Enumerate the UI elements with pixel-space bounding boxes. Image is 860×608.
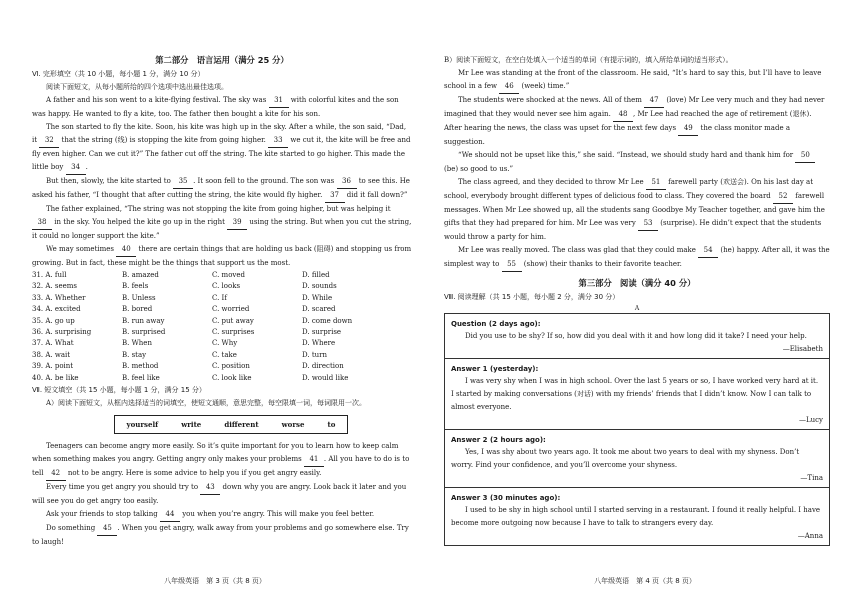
blank-33[interactable]: 33: [268, 134, 288, 148]
option-row: [32, 361, 412, 372]
option[interactable]: 35. A. go up: [32, 316, 75, 325]
page-4: [430, 0, 860, 608]
paragraph: [444, 67, 830, 94]
box-signature: —Tina: [800, 474, 823, 482]
option[interactable]: 38. A. wait: [32, 350, 71, 359]
blank-49[interactable]: 49: [678, 122, 698, 136]
box-text: I was very shy when I was in high school. Over the last 5 years or so, I have worked very hard at it. I started by making conversations (对话) with my friends’ friends that I didn’t know. Now I can talk to almost everyone.: [451, 377, 819, 411]
text-run: . All you have to do is to tell: [32, 455, 410, 478]
blank-34[interactable]: 34: [66, 161, 86, 175]
text-run: (show) their thanks to their favorite teacher.: [521, 260, 682, 268]
paragraph: [32, 522, 412, 549]
option[interactable]: D. filled: [302, 271, 330, 279]
box-text: I used to be shy in high school until I started serving in a restaurant. I found it really helpful. I have become more outgoing now because I have to talk to strangers every day.: [451, 506, 821, 527]
text-run: But then, slowly, the kite started to: [46, 177, 174, 185]
text-run: Mr Lee was really moved. The class was glad that they could make: [458, 246, 699, 254]
option[interactable]: D. scared: [302, 305, 336, 314]
blank-44[interactable]: 44: [160, 508, 180, 522]
part-3-title: 第三部分 阅读（满分 40 分）: [578, 278, 696, 288]
option-row: [32, 350, 412, 361]
option[interactable]: C. moved: [212, 271, 245, 279]
paragraph: [32, 243, 412, 270]
section-a-passage: [32, 440, 412, 549]
blank-48[interactable]: 48: [613, 108, 633, 122]
option[interactable]: C. position: [212, 362, 250, 371]
blank-45[interactable]: 45: [97, 522, 117, 536]
text-run: Teenagers can become angry more easily. So it’s quite important for you to learn how to keep calm when something makes you angry. Getting angry only makes your problems: [32, 442, 399, 464]
option-row: [32, 316, 412, 327]
answer-box: [444, 487, 830, 546]
blank-32[interactable]: 32: [39, 134, 59, 148]
option[interactable]: C. look like: [212, 373, 252, 382]
text-run: “We should not be upset like this,” she said. “Instead, we should study hard and thank him for: [458, 151, 796, 159]
blank-54[interactable]: 54: [698, 244, 718, 258]
box-title: Question (2 days ago):: [451, 320, 541, 328]
option[interactable]: C. If: [212, 293, 227, 302]
option[interactable]: C. put away: [212, 316, 254, 325]
option[interactable]: B. amazed: [122, 271, 159, 279]
option[interactable]: B. feel like: [122, 373, 160, 382]
option[interactable]: C. surprises: [212, 328, 255, 337]
text-run: We may sometimes: [46, 245, 117, 253]
word-box-item: write: [181, 420, 202, 430]
text-run: we cut it, the kite will be free and fly even higher. Can we cut it?” The father cut off the string. The kite started to go higher. This made the little boy: [32, 136, 411, 171]
blank-40[interactable]: 40: [116, 243, 136, 257]
option[interactable]: 34. A. excited: [32, 305, 81, 314]
text-run: (be) so good to us.”: [444, 165, 514, 173]
text-run: Ask your friends to stop talking: [46, 510, 160, 519]
reading-label: A: [634, 305, 640, 312]
word-box-item: worse: [281, 420, 305, 430]
option[interactable]: 40. A. be like: [32, 373, 79, 382]
option[interactable]: D. sounds: [302, 282, 337, 291]
paragraph: [32, 508, 412, 522]
blank-51[interactable]: 51: [646, 176, 666, 190]
paragraph: [444, 244, 830, 272]
text-run: with colorful kites and the son was happy. He wanted to fly a kite, too. The father then bought a kite for his son.: [32, 96, 399, 118]
blank-38[interactable]: 38: [32, 216, 52, 230]
option[interactable]: B. When: [122, 339, 152, 348]
page-3-content: [32, 52, 412, 549]
page-4-footer: 八年级英语 第 4 页（共 8 页）: [594, 577, 696, 585]
section-a-instruction: A）阅读下面短文，从框内选择适当的词填空，使短文通顺，意思完整，每空限填一词，每词限用一次。: [46, 399, 367, 408]
option-row: [32, 373, 412, 384]
text-run: (surprise). He didn’t expect that the students would throw a party for him.: [444, 219, 822, 241]
paragraph: [444, 94, 830, 149]
paragraph: [32, 121, 412, 175]
blank-50[interactable]: 50: [795, 149, 815, 163]
question-box: [444, 313, 830, 358]
blank-39[interactable]: 39: [227, 216, 247, 230]
blank-55[interactable]: 55: [502, 258, 522, 272]
blank-35[interactable]: 35: [173, 175, 193, 189]
text-run: farewell party (欢送会). On his last day at school, everybody brought different types of delicious food to class. They covered the board: [444, 178, 814, 200]
blank-47[interactable]: 47: [644, 94, 664, 108]
option[interactable]: B. run away: [122, 316, 165, 325]
blank-36[interactable]: 36: [337, 175, 357, 189]
text-run: not to be angry. Here is some advice to help you if you get angry easily.: [65, 469, 322, 478]
option[interactable]: B. feels: [122, 282, 149, 291]
paragraph: [444, 149, 830, 176]
option[interactable]: B. Unless: [122, 293, 156, 302]
text-run: . It soon fell to the ground. The son was: [193, 177, 337, 185]
box-signature: —Anna: [797, 532, 823, 540]
option[interactable]: D. Where: [302, 339, 336, 348]
text-run: .: [85, 163, 88, 171]
option[interactable]: 37. A. What: [32, 339, 74, 348]
text-run: to see this. He asked his father, “I thought that after cutting the string, the kite would fly higher.: [32, 177, 410, 199]
page-4-content: [444, 54, 830, 546]
option[interactable]: 36. A. surprising: [32, 328, 92, 337]
option[interactable]: C. looks: [212, 282, 241, 291]
option[interactable]: C. take: [212, 350, 237, 359]
option[interactable]: B. bored: [122, 305, 153, 314]
option[interactable]: B. surprised: [122, 328, 166, 337]
option[interactable]: 33. A. Whether: [32, 293, 86, 302]
option[interactable]: 39. A. point: [32, 362, 74, 371]
page-3-footer: 八年级英语 第 3 页（共 8 页）: [164, 577, 266, 585]
blank-43[interactable]: 43: [200, 481, 220, 495]
option-row: [32, 281, 412, 292]
text-run: The father explained, “The string was not stopping the kite from going higher, but was helping it: [46, 205, 391, 213]
option-row: [32, 304, 412, 315]
text-run: there are certain things that are holding us back (阻碍) and stopping us from growing. But in fact, these might be the things that support us the most.: [32, 245, 412, 267]
box-signature: —Lucy: [798, 416, 823, 424]
blank-37[interactable]: 37: [325, 189, 345, 203]
paragraph: [32, 94, 412, 121]
blank-53[interactable]: 53: [638, 217, 658, 231]
text-run: The students were shocked at the news. All of them: [458, 96, 645, 104]
box-text: Did you use to be shy? If so, how did you deal with it and how long did it take? I need your help.: [465, 332, 807, 340]
section-b-passage: [444, 67, 830, 272]
paragraph: [32, 481, 412, 508]
paragraph: [32, 203, 412, 243]
box-title: Answer 2 (2 hours ago):: [451, 436, 546, 444]
box-signature: —Elisabeth: [782, 345, 823, 353]
text-run: the class monitor made a suggestion.: [444, 124, 790, 146]
box-title: Answer 1 (yesterday):: [451, 365, 539, 373]
option[interactable]: B. stay: [122, 350, 147, 359]
text-run: that the string (线) is stopping the kite from going higher.: [59, 136, 269, 144]
option[interactable]: D. direction: [302, 362, 344, 371]
option[interactable]: C. worried: [212, 305, 250, 314]
answer-box: [444, 358, 830, 429]
paragraph: [444, 176, 830, 244]
blank-31[interactable]: 31: [269, 94, 289, 108]
option-row: [32, 327, 412, 338]
option[interactable]: D. come down: [302, 316, 353, 325]
forum-boxes: [444, 313, 830, 546]
blank-52[interactable]: 52: [773, 190, 793, 204]
text-run: The son started to fly the kite. Soon, his kite was high up in the sky. After a while, the son said, “Dad, it: [32, 123, 407, 144]
blank-41[interactable]: 41: [304, 453, 324, 467]
text-run: using the string. But when you cut the string, it could no longer support the kite.”: [32, 218, 412, 240]
option[interactable]: D. turn: [302, 350, 327, 359]
cloze-passage: [32, 94, 412, 270]
section-b-instruction: B）阅读下面短文，在空白处填入一个适当的单词（有提示词的，填入所给单词的适当形式）。: [444, 56, 733, 64]
text-run: A father and his son went to a kite-flying festival. The sky was: [46, 96, 269, 104]
blank-46[interactable]: 46: [499, 80, 519, 94]
word-box-item: different: [224, 420, 259, 430]
text-run: Every time you get angry you should try to: [46, 483, 201, 492]
option[interactable]: D. would like: [302, 373, 349, 382]
text-run: , Mr Lee had reached the age of retirement (退休). After hearing the news, the class was upset for the next few days: [444, 110, 812, 132]
option-row: [32, 338, 412, 349]
option[interactable]: B. method: [122, 362, 159, 371]
option[interactable]: 31. A. full: [32, 271, 67, 279]
cloze-options: [32, 270, 412, 384]
text-run: farewell messages. When Mr Lee showed up, all the students sang Goodbye My Teacher together, and gave him the gifts that they had prepared for him. Mr Lee was very: [444, 192, 825, 227]
text-run: The class agreed, and they decided to throw Mr Lee: [458, 178, 646, 186]
option[interactable]: C. Why: [212, 339, 238, 348]
option-row: [32, 270, 412, 281]
paragraph: [32, 175, 412, 203]
word-box: [114, 415, 348, 434]
answer-box: [444, 429, 830, 487]
short-fill-heading: Ⅶ. 短文填空（共 15 小题，每小题 1 分，满分 15 分）: [32, 386, 206, 395]
text-run: Mr Lee was standing at the front of the classroom. He said, “It’s hard to say this, but I’ll have to leave school in a few: [444, 69, 822, 90]
text-run: (love) Mr Lee very much and they had never imagined that they would never see him again.: [444, 96, 825, 118]
word-box-item: to: [327, 420, 336, 430]
text-run: down why you are angry. Look back it later and you will see you do get angry too easily.: [32, 483, 407, 506]
cloze-instruction: 阅读下面短文，从每小题所给的四个选项中选出最佳选项。: [46, 83, 228, 91]
option[interactable]: D. surprise: [302, 328, 342, 337]
reading-heading: Ⅷ. 阅读理解（共 15 小题，每小题 2 分，满分 30 分）: [444, 293, 620, 301]
text-run: (week) time.”: [519, 82, 570, 90]
part-2-title: 第二部分 语言运用（满分 25 分）: [155, 55, 289, 65]
text-run: did it fall down?”: [344, 191, 408, 199]
blank-42[interactable]: 42: [46, 467, 66, 481]
text-run: . When you get angry, walk away from your problems and go somewhere else. Try to laugh!: [32, 524, 409, 547]
box-text: Yes, I was shy about two years ago. It took me about two years to deal with my shyness. Don’t worry. Find your confidence, and you’ll overcome your shyness.: [451, 448, 800, 469]
box-title: Answer 3 (30 minutes ago):: [451, 494, 561, 502]
text-run: you when you’re angry. This will make you feel better.: [180, 510, 375, 519]
text-run: in the sky. You helped the kite go up in the right: [52, 218, 228, 226]
option-row: [32, 293, 412, 304]
paragraph: [32, 440, 412, 481]
cloze-heading: Ⅵ. 完形填空（共 10 小题，每小题 1 分，满分 10 分）: [32, 70, 205, 78]
text-run: (he) happy. After all, it was the simplest way to: [444, 246, 830, 268]
word-box-item: yourself: [126, 420, 159, 430]
option[interactable]: 32. A. seems: [32, 282, 77, 291]
option[interactable]: D. While: [302, 293, 333, 302]
text-run: Do something: [46, 524, 98, 533]
